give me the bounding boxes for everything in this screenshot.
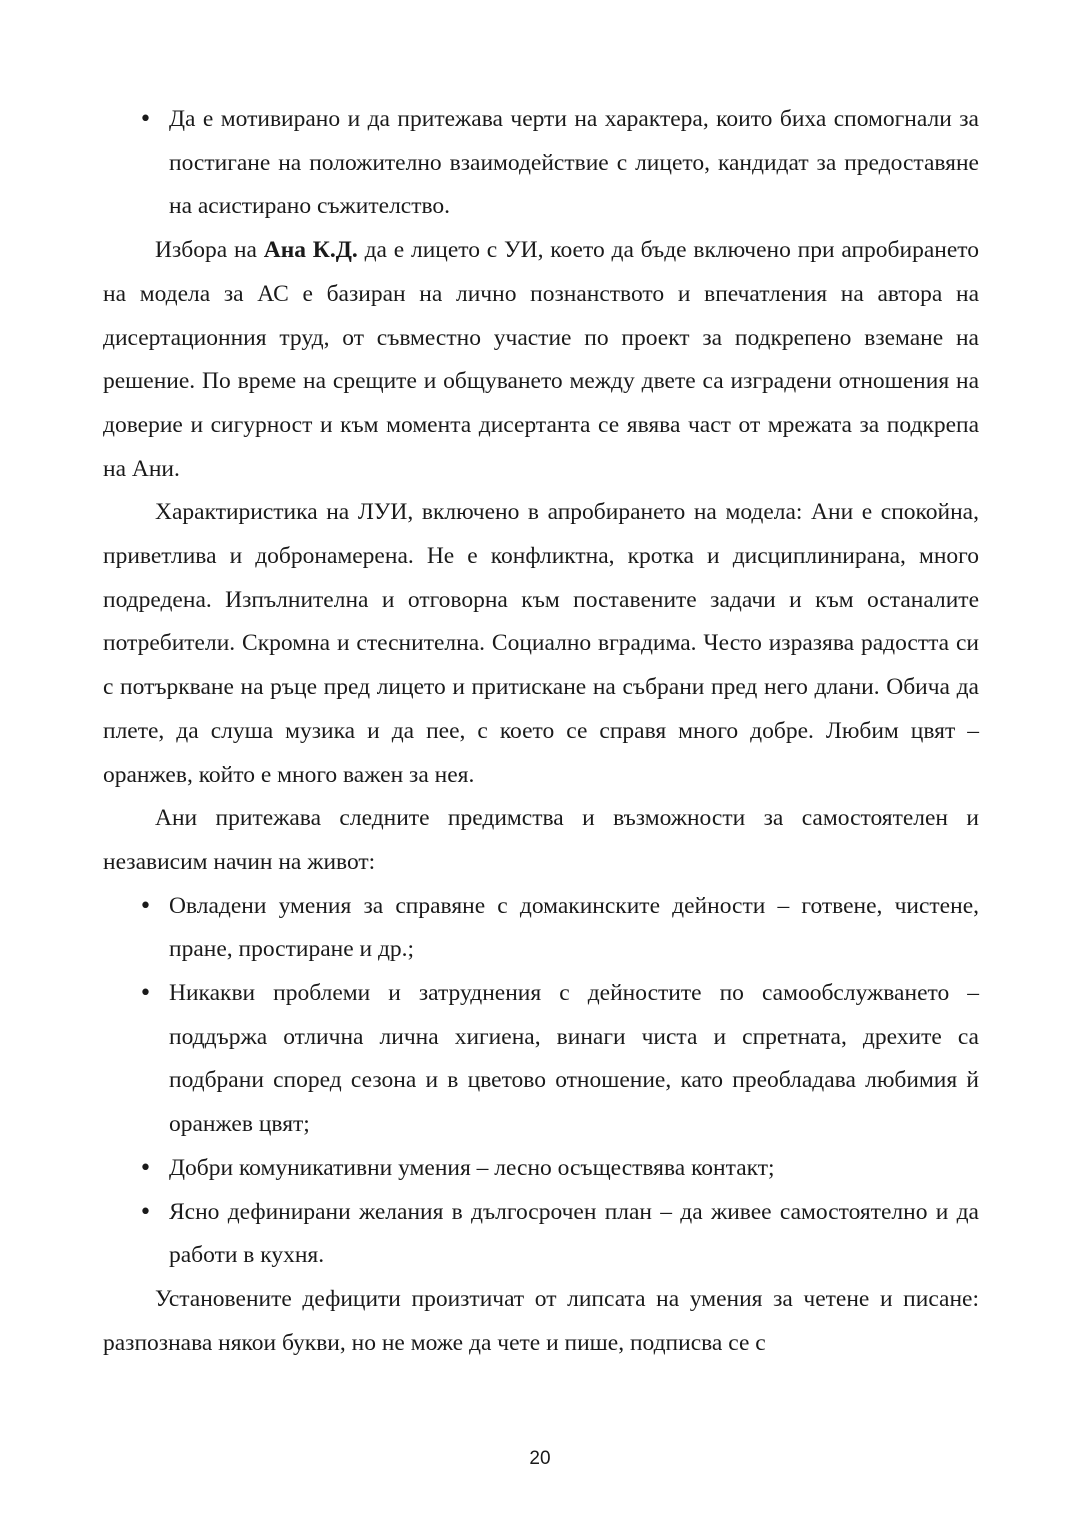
list-item [139, 885, 979, 972]
list-item-text: Овладени умения за справяне с домакинските дейности – готвене, чистене, пране, простиране и др.; [169, 892, 979, 963]
paragraph-text: да е лицето с УИ, което да бъде включено при апробирането на модела за АС е базиран на лично познанството и впечатления на автора на дисертационния труд, от съвместно участие по проект за подкрепено вземане на решение. По време на срещите и общуването между двете са изградени отношения на доверие и сигурност и към момента дисертанта се явява част от мрежата за подкрепа на Ани. [103, 237, 979, 482]
page-content [103, 98, 979, 1365]
list-item-text: Да е мотивирано и да притежава черти на характера, които биха спомогнали за постигане на положително взаимодействие с лицето, кандидат за предоставяне на асистирано съжителство. [169, 106, 979, 220]
bullet-icon: • [139, 1155, 152, 1181]
bullet-icon: • [139, 893, 152, 919]
advantages-bullet-list [103, 885, 979, 1278]
list-item [139, 98, 979, 229]
list-item-text: Добри комуникативни умения – лесно осъществява контакт; [169, 1154, 775, 1181]
criteria-bullet-list [103, 98, 979, 229]
paragraph-selection-rationale [103, 229, 979, 491]
bullet-icon: • [139, 107, 152, 132]
bullet-icon: • [139, 981, 152, 1007]
paragraph-advantages-intro: Ани притежава следните предимства и възможности за самостоятелен и независим начин на живот: [103, 805, 979, 875]
list-item-text: Никакви проблеми и затруднения с дейностите по самообслужването – поддържа отлична лична хигиена, винаги чиста и спретната, дрехите са подбрани според сезона и в цветово отношение, като преобладава любимия й оранжев цвят; [169, 980, 979, 1138]
paragraph-text: Избора на [155, 237, 264, 264]
list-item [139, 1147, 979, 1191]
paragraph-characteristics: Характиристика на ЛУИ, включено в апробирането на модела: Ани е спокойна, приветлива и добронамерена. Не е конфликтна, кротка и дисциплинирана, много подредена. Изпълнителна и отговорна към поставените задачи и към останалите потребители. Скромна и стеснителна. Социално вградима. Често изразява радостта си с потъркване на ръце пред лицето и притискане на събрани пред него длани. Обича да плете, да слуша музика и да пее, с което се справя много добре. Любим цвят – оранжев, който е много важен за нея. [103, 499, 979, 788]
person-name: Ана К.Д. [263, 237, 358, 264]
paragraph-deficits: Установените дефицити произтичат от липсата на умения за четене и писане: разпознава някои букви, но не може да чете и пише, подписва се с [103, 1285, 979, 1356]
list-item [139, 1191, 979, 1278]
list-item [139, 972, 979, 1147]
list-item-text: Ясно дефинирани желания в дългосрочен план – да живее самостоятелно и да работи в кухня. [169, 1198, 979, 1269]
page-number: 20 [529, 1448, 551, 1469]
bullet-icon: • [139, 1199, 152, 1225]
